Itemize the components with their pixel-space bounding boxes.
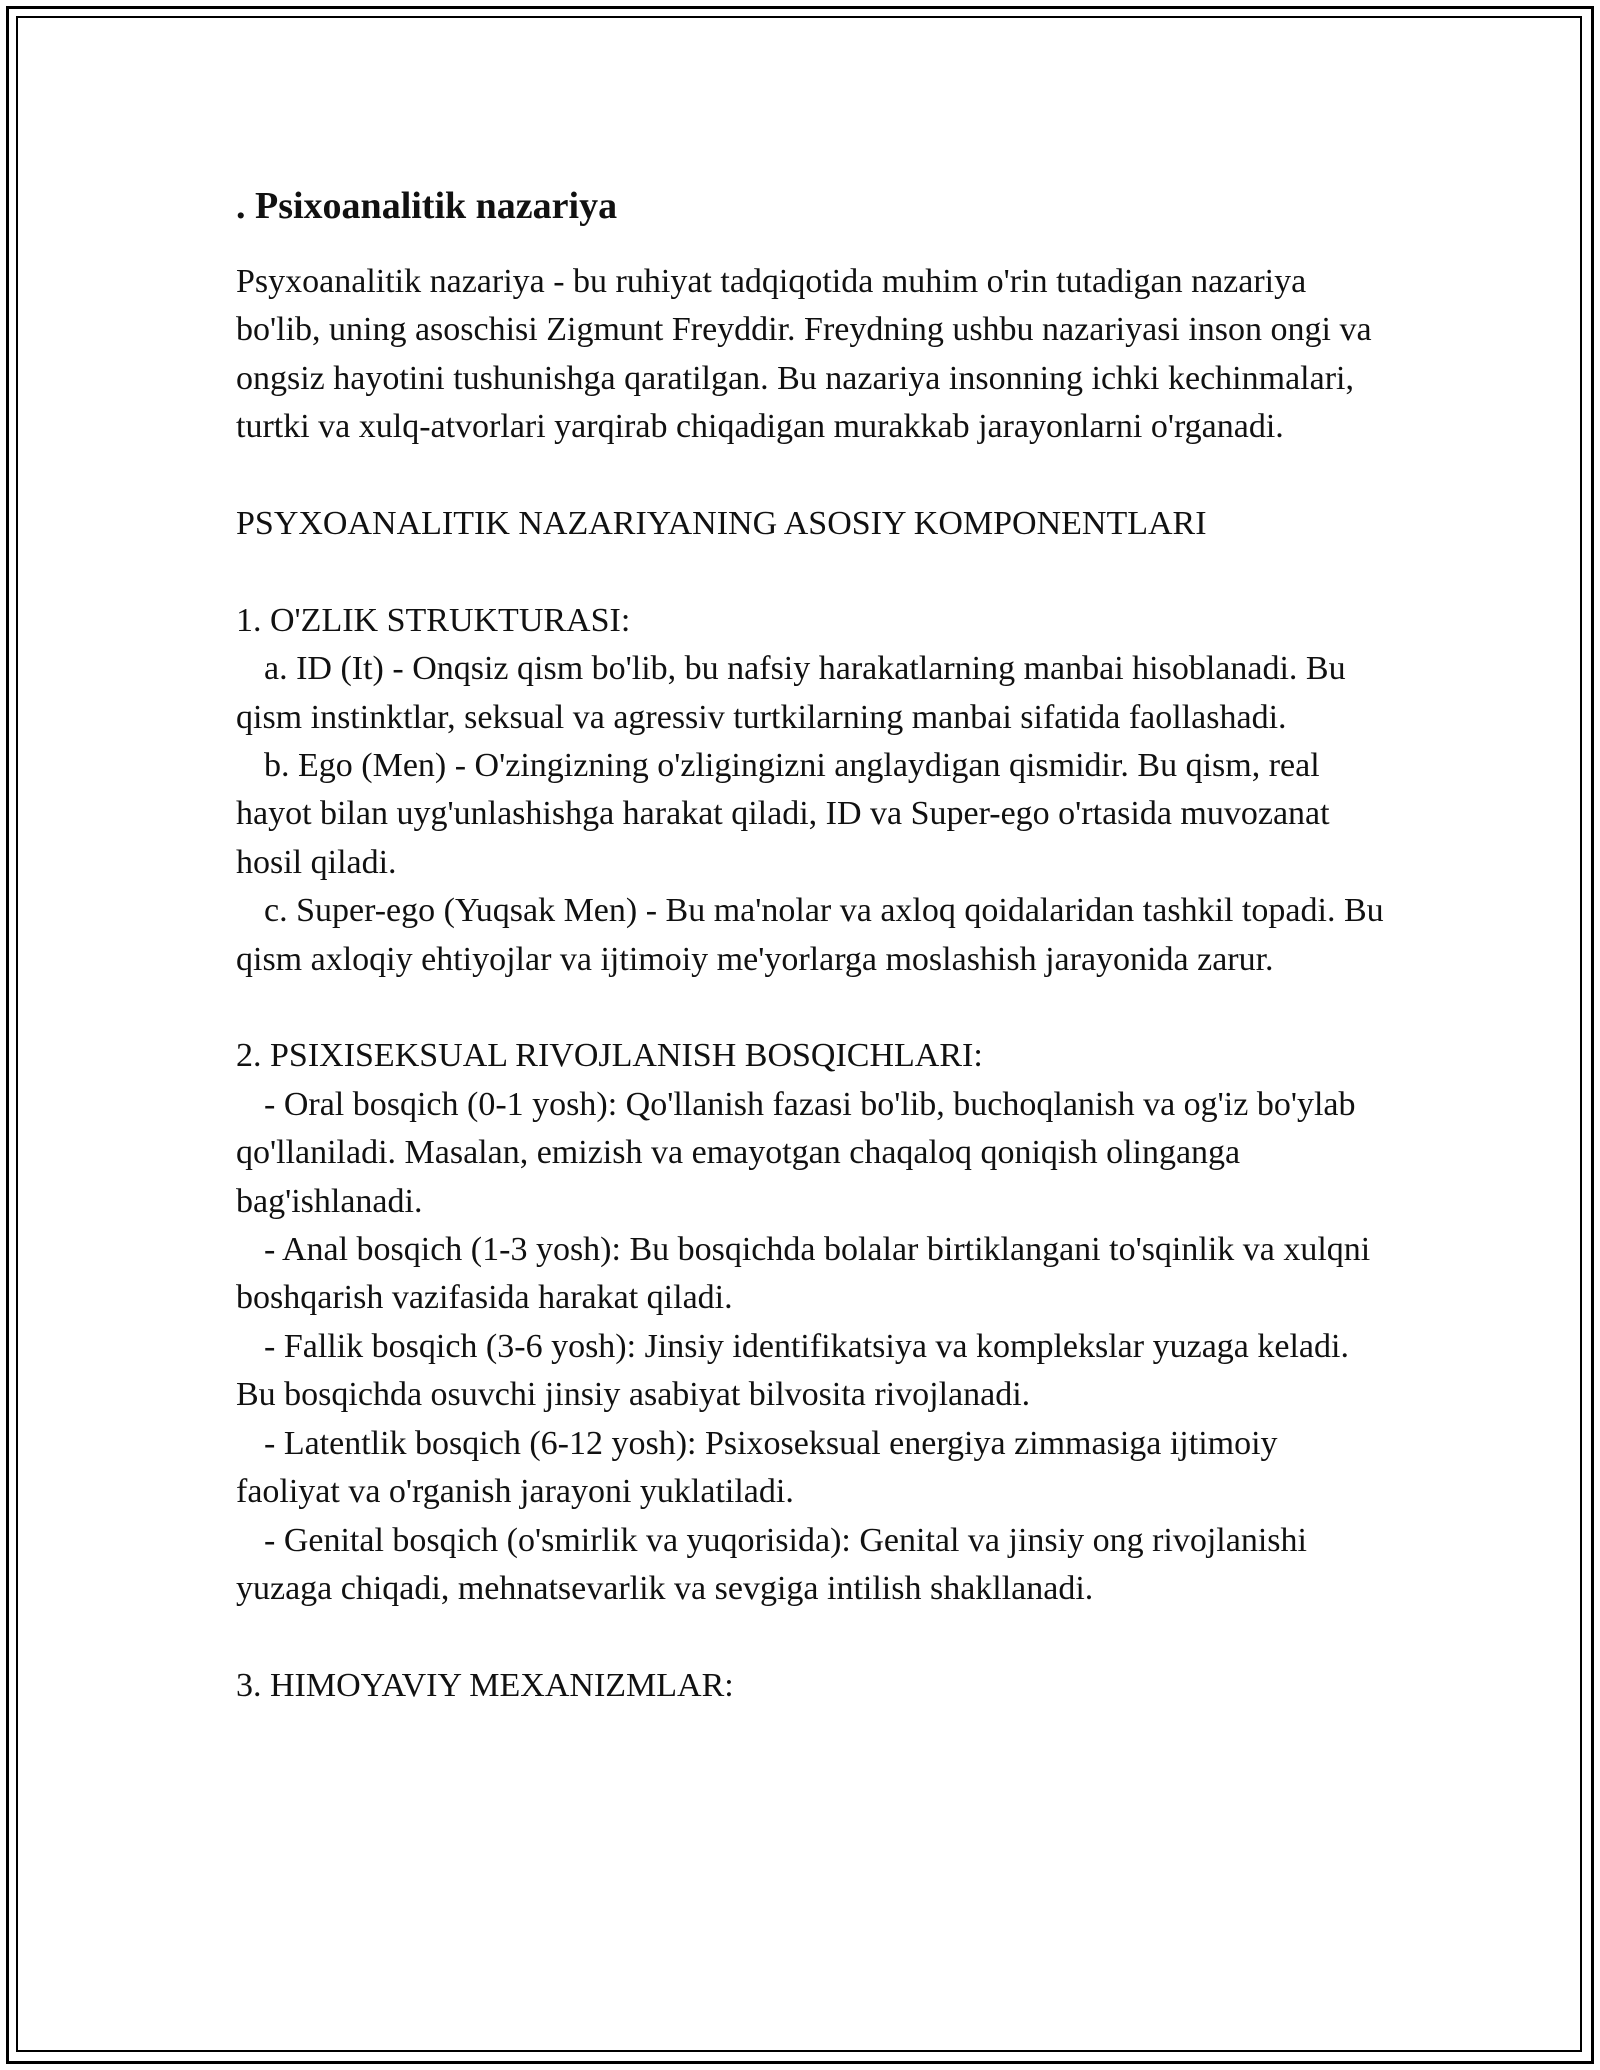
section-1-item-id: a. ID (It) - Onqsiz qism bo'lib, bu nafsiy harakatlarning manbai hisoblanadi. Bu qism instinktlar, seksual va agressiv turtkilarning manbai sifatida faollashadi. [236,650,1346,736]
intro-paragraph: Psyxoanalitik nazariya - bu ruhiyat tadqiqotida muhim o'rin tutadigan nazariya bo'lib, uning asoschisi Zigmunt Freyddir. Freydning ushbu nazariyasi inson ongi va ongsiz hayotini tushunishga qaratilgan. Bu nazariya insonning ichki kechinmalari, turtki va xulq-atvorlari yarqirab chiqadigan murakkab jarayonlarni o'rganadi. [236,263,1372,446]
section-1-item-super-ego: c. Super-ego (Yuqsak Men) - Bu ma'nolar va axloq qoidalaridan tashkil topadi. Bu qism axloqiy ehtiyojlar va ijtimoiy me'yorlarga moslashish jarayonida zarur. [236,892,1384,978]
section-2-item-latentlik: - Latentlik bosqich (6-12 yosh): Psixoseksual energiya zimmasiga ijtimoiy faoliyat va o'rganish jarayoni yuklatiladi. [236,1424,1278,1511]
components-heading: PSYXOANALITIK NAZARIYANING ASOSIY KOMPONENTLARI [236,505,1207,543]
section-2-heading: 2. PSIXISEKSUAL RIVOJLANISH BOSQICHLARI: [236,1037,983,1075]
section-3-heading: 3. HIMOYAVIY MEXANIZMLAR: [236,1666,734,1704]
spacer [236,1613,1386,1661]
section-1-heading: 1. O'ZLIK STRUKTURASI: [236,601,631,639]
section-2-item-anal: - Anal bosqich (1-3 yosh): Bu bosqichda bolalar birtiklangani to'sqinlik va xulqni boshqarish vazifasida harakat qiladi. [236,1231,1371,1317]
document-body [236,182,1386,1710]
section-1-item-ego: b. Ego (Men) - O'zingizning o'zligingizni anglaydigan qismidir. Bu qism, real hayot bilan uyg'unlashishga harakat qiladi, ID va Super-ego o'rtasida muvozanat hosil qiladi. [236,747,1330,881]
section-2-item-fallik: - Fallik bosqich (3-6 yosh): Jinsiy identifikatsiya va komplekslar yuzaga keladi. Bu bosqichda osuvchi jinsiy asabiyat bilvosita rivojlanadi. [236,1327,1349,1414]
spacer [236,984,1386,1032]
section-2-item-oral: - Oral bosqich (0-1 yosh): Qo'llanish fazasi bo'lib, buchoqlanish va og'iz bo'ylab qo'llaniladi. Masalan, emizish va emayotgan chaqaloq qoniqish olinganga bag'ishlanadi. [236,1085,1356,1220]
spacer [236,548,1386,596]
page-title: . Psixoanalitik nazariya [236,185,618,227]
section-2-item-genital: - Genital bosqich (o'smirlik va yuqorisida): Genital va jinsiy ong rivojlanishi yuzaga chiqadi, mehnatsevarlik va sevgiga intilish shakllanadi. [236,1521,1307,1607]
spacer [236,452,1386,500]
